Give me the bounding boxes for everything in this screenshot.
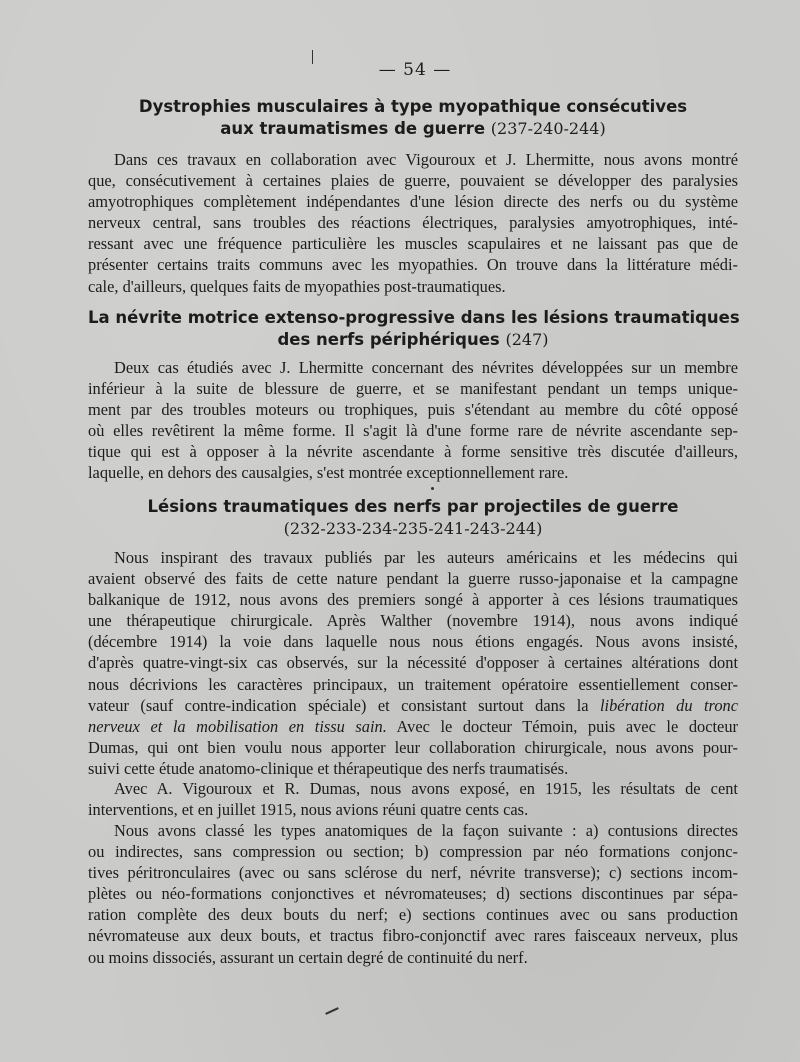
paragraph-nevrite [88,357,738,484]
text-line: suivi cette étude anatomo-clinique et thérapeutique des nerfs traumatisés. [88,758,569,778]
text-line: ou moins dissociés, assurant un certain degré de continuité du nerf. [88,947,528,967]
heading-line [88,329,738,351]
text-line: Nous avons classé les types anatomiques de la façon suivante : a) contusions directes [114,821,738,840]
heading-references: (232-233-234-235-241-243-244) [283,519,543,538]
text-line: où elles revêtirent la même forme. Il s'agit là d'une forme rare de névrite ascendante sep- [88,421,738,441]
heading-line: La névrite motrice extenso-progressive dans les lésions traumatiques [88,308,740,327]
scan-mark [312,50,313,64]
heading-text: aux traumatismes de guerre [220,119,486,138]
section-heading-nevrite [88,307,738,351]
italic-fragment: nerveux et la mobilisation en tissu sain. [88,716,387,736]
italic-fragment: libération du tronc [600,695,738,715]
paragraph-lesions-intro [88,547,738,779]
heading-line [88,118,738,140]
text-line: plètes ou néo-formations conjonctives et névromateuses; d) sections discontinues par sépa- [88,884,738,904]
text-line: présenter certains traits communs avec les myopathies. On trouve dans la littérature médi- [88,255,738,275]
heading-line: Dystrophies musculaires à type myopathique consécutives [138,97,688,116]
page-number: — 54 — [378,60,452,80]
text-line: Dans ces travaux en collaboration avec Vigouroux et J. Lhermitte, nous avons montré [114,150,738,169]
scan-mark [325,1007,339,1015]
text-line [88,716,738,737]
section-heading-lesions [88,496,738,540]
text-line: ressant avec une fréquence particulière les muscles scapulaires et ne laissant pas que de [88,234,738,254]
text-line: ou indirectes, sans compression ou section; b) compression par néo formations conjonc- [88,842,738,862]
heading-references: (237-240-244) [490,119,606,138]
paragraph-dystrophies [88,149,738,297]
text-fragment: Avec le docteur Témoin, puis avec le docteur [386,716,738,736]
text-line: ration complète des deux bouts du nerf; e) sections continues avec ou sans production [88,905,738,925]
heading-line: Lésions traumatiques des nerfs par projectiles de guerre [147,497,679,516]
text-line: amyotrophiques complètement indépendantes d'une lésion directe des nerfs ou du système [88,192,738,212]
text-line: interventions, et en juillet 1915, nous avions réuni quatre cents cas. [88,800,529,820]
text-line: inférieur à la suite de blessure de guerre, et se manifestant pendant un temps unique- [88,379,738,399]
text-line: d'après quatre-vingt-six cas observés, sur la nécessité d'opposer à certaines altérations dont [88,653,738,673]
paragraph-lesions-results [88,778,738,820]
section-heading-dystrophies [88,96,738,140]
text-line: (décembre 1914) la voie dans laquelle nous nous étions engagés. Nous avons insisté, [88,632,738,652]
text-line: nerveux central, sans troubles des réactions électriques, paralysies amyotrophiques, inté- [88,213,738,233]
text-line: Deux cas étudiés avec J. Lhermitte concernant des névrites développées sur un membre [114,358,738,377]
text-line: tives péritronculaires (avec ou sans sclérose du nerf, névrite transverse); c) sections incom- [88,863,738,883]
text-line: une thérapeutique chirurgicale. Après Walther (novembre 1914), nous avons indiqué [88,611,738,631]
text-line: que, consécutivement à certaines plaies de guerre, pouvaient se développer des paralysies [88,171,738,191]
text-line: tique qui est à opposer à la névrite ascendante à forme sensitive très discutée d'ailleurs, [88,442,738,462]
text-line [88,695,738,716]
text-line: avaient observé des faits de cette nature pendant la guerre russo-japonaise et la campagne [88,569,738,589]
text-line: névromateuse aux deux bouts, et tractus fibro-conjonctif avec rares faisceaux nerveux, plus [88,926,738,946]
text-fragment: vateur (sauf contre-indication spéciale) et consistant surtout dans la [88,695,600,715]
heading-references: (247) [505,330,549,349]
scan-mark [431,487,434,490]
text-line: laquelle, en dehors des causalgies, s'est montrée exceptionnellement rare. [88,463,569,483]
paragraph-lesions-classification [88,820,738,968]
text-line: cale, d'ailleurs, quelques faits de myopathies post-traumatiques. [88,276,506,296]
text-line: Dumas, qui ont bien voulu nous apporter leur collaboration chirurgicale, nous avons pour- [88,737,738,757]
text-line: Nous inspirant des travaux publiés par les auteurs américains et les médecins qui [114,548,738,567]
text-line: ment par des troubles moteurs ou trophiques, puis s'étendant au membre du côté opposé [88,400,738,420]
text-line: nous décrivions les caractères principaux, un traitement opératoire essentiellement conser- [88,674,738,694]
text-line: Avec A. Vigouroux et R. Dumas, nous avons exposé, en 1915, les résultats de cent [114,779,738,798]
text-line: balkanique de 1912, nous avons des premiers songé à apporter à ces lésions traumatiques [88,590,738,610]
heading-text: des nerfs périphériques [277,330,500,349]
